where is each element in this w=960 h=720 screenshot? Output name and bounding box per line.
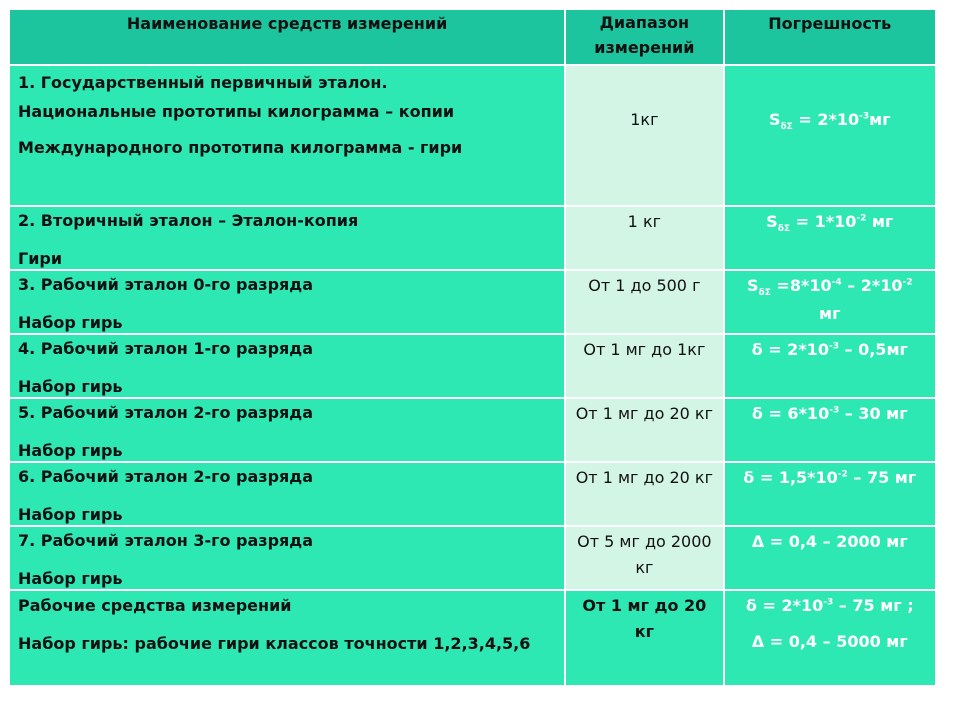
range-line2: кг [634, 622, 654, 641]
error-post: – 30 мг [839, 404, 908, 423]
range-cell [565, 462, 723, 526]
table-row [9, 270, 936, 334]
header-error-cell [724, 9, 936, 65]
header-range-line1: Диапазон [599, 13, 690, 32]
table-row [9, 462, 936, 526]
header-name: Наименование средств измерений [126, 14, 448, 33]
name-line: Набор гирь [18, 441, 123, 460]
name-line: Набор гирь [18, 505, 123, 524]
range-value: От 1 мг до 1кг [583, 340, 706, 359]
error-exp: -3 [823, 597, 834, 608]
name-cell [9, 65, 565, 206]
error-pre: δ = 6*10 [751, 404, 830, 423]
error-symbol: S [746, 276, 759, 295]
table-row [9, 334, 936, 398]
name-line: Рабочие средства измерений [18, 596, 292, 615]
error-post: мг [866, 212, 894, 231]
error-post: – 0,5мг [838, 340, 908, 359]
range-cell [565, 398, 723, 462]
error-cell [724, 334, 936, 398]
name-line: 3. Рабочий эталон 0-го разряда [18, 275, 314, 294]
table-row [9, 590, 936, 686]
range-cell [565, 270, 723, 334]
range-line1: От 5 мг до 2000 [577, 532, 712, 551]
error-exp: -3 [828, 341, 839, 352]
name-cell [9, 334, 565, 398]
error-symbol: S [766, 212, 778, 231]
header-error: Погрешность [768, 14, 892, 33]
error-post: – 75 мг [847, 468, 917, 487]
range-value: От 1 до 500 г [588, 276, 701, 295]
name-line: 2. Вторичный эталон – Эталон-копия [18, 211, 359, 230]
range-value: От 1 мг до 20 кг [575, 468, 713, 487]
error-cell [724, 526, 936, 590]
metrology-table [8, 8, 937, 687]
range-line2: кг [635, 558, 654, 577]
name-line: Набор гирь: рабочие гири классов точности 1,2,3,4,5,6 [18, 634, 531, 653]
error-pre: = 1*10 [790, 212, 857, 231]
error-pre: =8*10 [770, 276, 832, 295]
error-mid: – 2*10 [841, 276, 903, 295]
name-cell [9, 398, 565, 462]
error-cell [724, 590, 936, 686]
range-value: 1кг [630, 110, 659, 129]
name-line: 4. Рабочий эталон 1-го разряда [18, 339, 314, 358]
range-cell [565, 206, 723, 270]
header-range-cell [565, 9, 723, 65]
table-row [9, 526, 936, 590]
header-name-cell [9, 9, 565, 65]
error-text: Δ = 0,4 – 2000 мг [751, 532, 908, 551]
name-cell [9, 590, 565, 686]
name-line: 6. Рабочий эталон 2-го разряда [18, 467, 314, 486]
range-cell [565, 334, 723, 398]
error-exp: -2 [837, 469, 848, 480]
name-cell [9, 462, 565, 526]
name-line: Национальные прототипы килограмма – копии [18, 102, 455, 121]
name-line: Набор гирь [18, 377, 123, 396]
name-cell [9, 206, 565, 270]
error-sub: δΣ [758, 288, 771, 299]
error-symbol: S [768, 110, 781, 129]
name-line: Международного прототипа килограмма - гири [18, 138, 463, 157]
error-pre: δ = 1,5*10 [743, 468, 838, 487]
range-cell [565, 590, 723, 686]
error-cell [724, 270, 936, 334]
name-line: Набор гирь [18, 313, 123, 332]
name-cell [9, 270, 565, 334]
name-line: 5. Рабочий эталон 2-го разряда [18, 403, 314, 422]
error-cell [724, 462, 936, 526]
table-row [9, 65, 936, 206]
error-cell [724, 206, 936, 270]
error-sub: δΣ [777, 224, 791, 235]
error-line2: Δ = 0,4 – 5000 мг [751, 632, 908, 651]
name-line: Набор гирь [18, 569, 123, 588]
error-sub: δΣ [780, 122, 793, 133]
name-cell [9, 526, 565, 590]
range-cell [565, 526, 723, 590]
table-header-row [9, 9, 936, 65]
name-line: 7. Рабочий эталон 3-го разряда [18, 531, 314, 550]
name-line: Гири [18, 249, 63, 268]
range-line1: От 1 мг до 20 [582, 596, 707, 615]
header-range-line2: измерений [594, 38, 695, 57]
error-post: – 75 мг ; [833, 596, 914, 615]
table-row [9, 206, 936, 270]
range-cell [565, 65, 723, 206]
name-line: 1. Государственный первичный эталон. [18, 73, 388, 92]
range-value: От 1 мг до 20 кг [575, 404, 713, 423]
error-pre: δ = 2*10 [751, 340, 829, 359]
error-exp: -3 [829, 405, 840, 416]
range-value: 1 кг [627, 212, 662, 231]
table-row [9, 398, 936, 462]
error-exp: -4 [831, 277, 842, 288]
error-exp: -2 [856, 213, 867, 224]
error-post: мг [869, 110, 891, 129]
error-cell [724, 398, 936, 462]
error-exp2: -2 [902, 277, 913, 288]
error-exp: -3 [859, 111, 870, 122]
error-cell [724, 65, 936, 206]
error-pre: δ = 2*10 [745, 596, 824, 615]
error-line2: мг [819, 304, 841, 323]
error-pre: = 2*10 [792, 110, 860, 129]
